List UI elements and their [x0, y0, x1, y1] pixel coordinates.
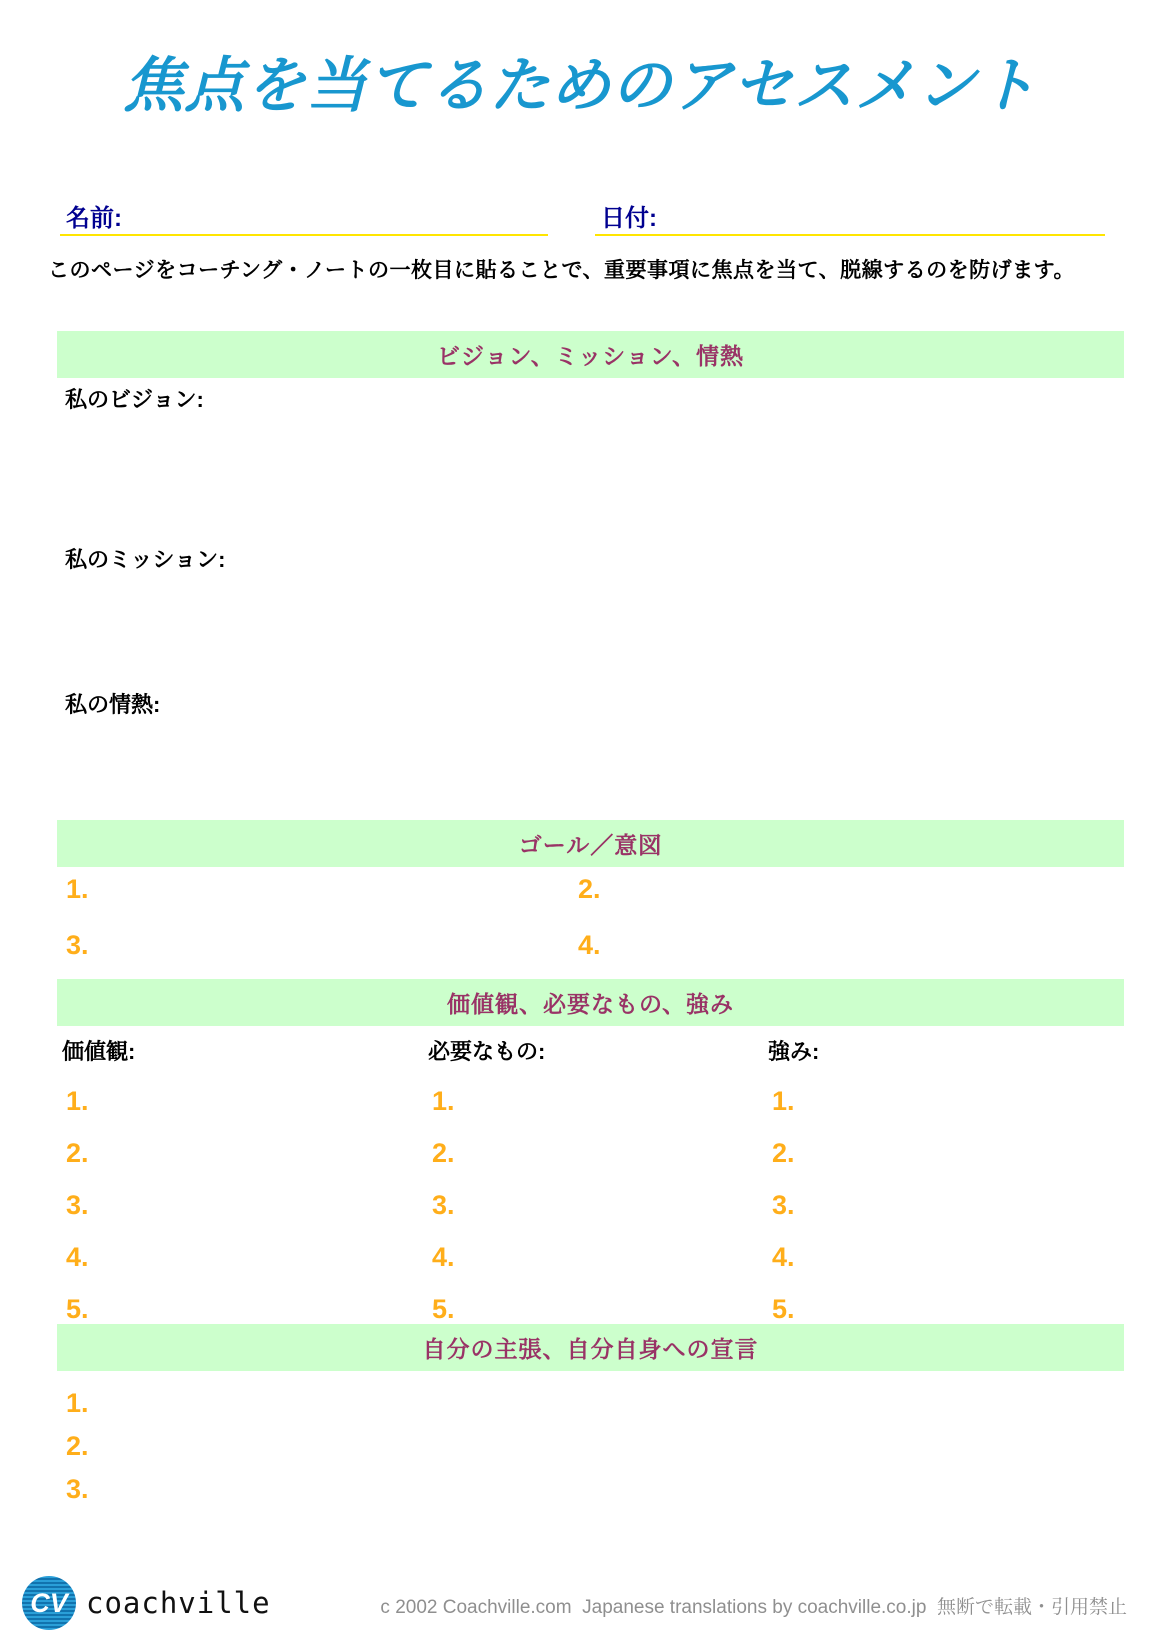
- needs-column-label: 必要なもの:: [428, 1039, 546, 1064]
- page-title: 焦点を当てるためのアセスメント: [123, 52, 1038, 119]
- name-label: 名前:: [66, 205, 122, 232]
- values-number-3: 3.: [66, 1190, 89, 1220]
- section-header-goals: [57, 820, 1124, 867]
- coachville-logo-icon: [22, 1576, 76, 1630]
- strengths-number-4: 4.: [772, 1242, 795, 1272]
- needs-number-5: 5.: [432, 1294, 455, 1324]
- needs-number-4: 4.: [432, 1242, 455, 1272]
- goal-number-2: 2.: [578, 874, 601, 904]
- brand-name: coachville: [86, 1586, 271, 1620]
- date-label: 日付:: [601, 205, 657, 232]
- strengths-number-3: 3.: [772, 1190, 795, 1220]
- my-vision-label: 私のビジョン:: [65, 387, 204, 412]
- values-number-2: 2.: [66, 1138, 89, 1168]
- section-header-values-label: 価値観、必要なもの、強み: [446, 991, 735, 1017]
- values-number-1: 1.: [66, 1086, 89, 1116]
- values-number-5: 5.: [66, 1294, 89, 1324]
- intro-text: このページをコーチング・ノートの一枚目に貼ることで、重要事項に焦点を当て、脱線するのを防げます。: [48, 259, 1075, 282]
- logo-cv-text: CV: [30, 1587, 68, 1618]
- section-header-goals-label: ゴール／意図: [518, 832, 663, 858]
- values-column-label: 価値観:: [62, 1039, 136, 1064]
- section-header-declaration-label: 自分の主張、自分自身への宣言: [422, 1336, 759, 1362]
- goal-number-1: 1.: [66, 874, 89, 904]
- my-passion-label: 私の情熱:: [65, 692, 161, 717]
- needs-number-1: 1.: [432, 1086, 455, 1116]
- name-field-blank[interactable]: [60, 196, 548, 236]
- copyright-text: c 2002 Coachville.com Japanese translations by coachville.co.jp 無断で転載・引用禁止: [380, 1597, 1127, 1618]
- declaration-number-3: 3.: [66, 1474, 89, 1504]
- strengths-number-2: 2.: [772, 1138, 795, 1168]
- strengths-number-5: 5.: [772, 1294, 795, 1324]
- my-mission-label: 私のミッション:: [65, 547, 226, 572]
- section-header-vision-label: ビジョン、ミッション、情熱: [437, 343, 744, 369]
- declaration-number-1: 1.: [66, 1388, 89, 1418]
- strengths-column-label: 強み:: [768, 1039, 820, 1064]
- goal-number-3: 3.: [66, 930, 89, 960]
- strengths-number-1: 1.: [772, 1086, 795, 1116]
- section-header-declaration: [57, 1324, 1124, 1371]
- section-header-vision: [57, 331, 1124, 378]
- goal-number-4: 4.: [578, 930, 601, 960]
- values-number-4: 4.: [66, 1242, 89, 1272]
- needs-number-3: 3.: [432, 1190, 455, 1220]
- section-header-values: [57, 979, 1124, 1026]
- needs-number-2: 2.: [432, 1138, 455, 1168]
- declaration-number-2: 2.: [66, 1431, 89, 1461]
- date-field-blank[interactable]: [595, 196, 1105, 236]
